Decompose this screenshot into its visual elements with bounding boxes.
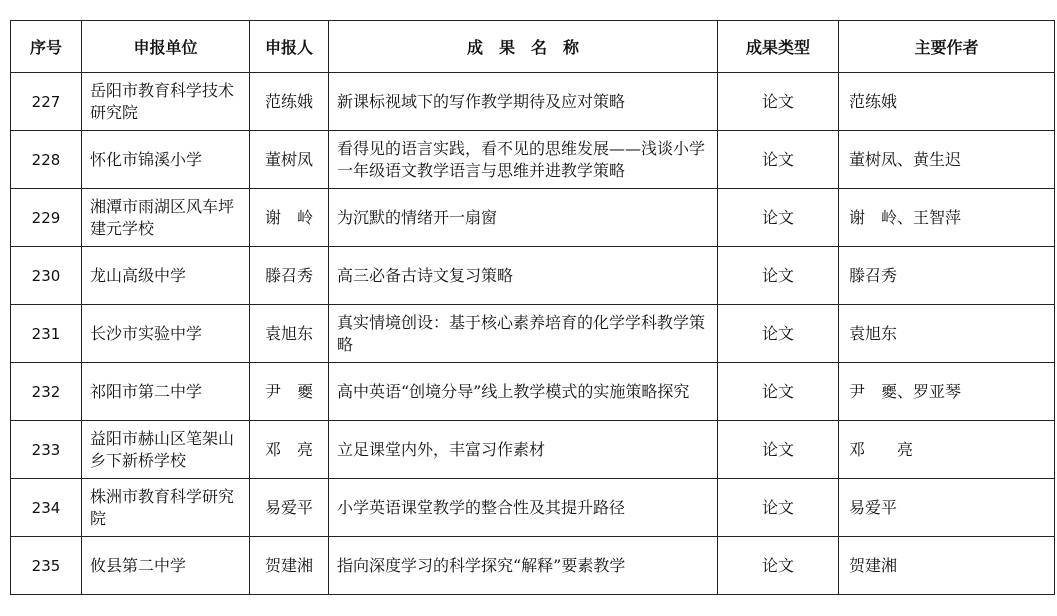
table-row <box>11 421 1055 479</box>
row-authors: 易爱平 <box>839 479 1055 537</box>
row-type: 论文 <box>718 247 839 305</box>
row-title: 立足课堂内外，丰富习作素材 <box>329 421 718 479</box>
row-type: 论文 <box>718 73 839 131</box>
row-authors: 贺建湘 <box>839 537 1055 595</box>
row-unit: 岳阳市教育科学技术研究院 <box>82 73 250 131</box>
row-unit: 益阳市赫山区笔架山乡下新桥学校 <box>82 421 250 479</box>
row-type: 论文 <box>718 537 839 595</box>
table-row <box>11 537 1055 595</box>
row-authors: 尹 夒、罗亚琴 <box>839 363 1055 421</box>
row-number: 228 <box>11 131 82 189</box>
row-type: 论文 <box>718 131 839 189</box>
row-type: 论文 <box>718 189 839 247</box>
row-title: 小学英语课堂教学的整合性及其提升路径 <box>329 479 718 537</box>
row-type: 论文 <box>718 479 839 537</box>
header-type: 成果类型 <box>718 21 839 73</box>
row-authors: 董树凤、黄生迟 <box>839 131 1055 189</box>
table-row <box>11 305 1055 363</box>
table-row <box>11 73 1055 131</box>
row-type: 论文 <box>718 305 839 363</box>
row-unit: 攸县第二中学 <box>82 537 250 595</box>
row-applicant: 谢 岭 <box>250 189 329 247</box>
table-header <box>11 21 1055 73</box>
header-applicant: 申报人 <box>250 21 329 73</box>
row-unit: 湘潭市雨湖区风车坪建元学校 <box>82 189 250 247</box>
row-number: 235 <box>11 537 82 595</box>
row-authors: 谢 岭、王智萍 <box>839 189 1055 247</box>
row-applicant: 董树凤 <box>250 131 329 189</box>
row-applicant: 范练娥 <box>250 73 329 131</box>
table-row <box>11 363 1055 421</box>
row-applicant: 邓 亮 <box>250 421 329 479</box>
header-title: 成 果 名 称 <box>329 21 718 73</box>
table-row <box>11 479 1055 537</box>
row-unit: 龙山高级中学 <box>82 247 250 305</box>
row-number: 229 <box>11 189 82 247</box>
table-row <box>11 131 1055 189</box>
row-authors: 范练娥 <box>839 73 1055 131</box>
row-title: 为沉默的情绪开一扇窗 <box>329 189 718 247</box>
awards-table <box>10 20 1055 595</box>
row-authors: 袁旭东 <box>839 305 1055 363</box>
row-number: 232 <box>11 363 82 421</box>
row-title: 看得见的语言实践，看不见的思维发展——浅谈小学一年级语文教学语言与思维并进教学策略 <box>329 131 718 189</box>
row-type: 论文 <box>718 363 839 421</box>
header-unit: 申报单位 <box>82 21 250 73</box>
table-row <box>11 247 1055 305</box>
row-authors: 滕召秀 <box>839 247 1055 305</box>
header-number: 序号 <box>11 21 82 73</box>
row-number: 230 <box>11 247 82 305</box>
awards-table-container <box>10 20 1048 595</box>
table-body <box>11 73 1055 595</box>
row-applicant: 易爱平 <box>250 479 329 537</box>
row-title: 高三必备古诗文复习策略 <box>329 247 718 305</box>
row-title: 真实情境创设：基于核心素养培育的化学学科教学策略 <box>329 305 718 363</box>
row-authors: 邓 亮 <box>839 421 1055 479</box>
row-applicant: 贺建湘 <box>250 537 329 595</box>
row-type: 论文 <box>718 421 839 479</box>
row-title: 指向深度学习的科学探究“解释”要素教学 <box>329 537 718 595</box>
row-title: 新课标视域下的写作教学期待及应对策略 <box>329 73 718 131</box>
row-number: 231 <box>11 305 82 363</box>
row-unit: 株洲市教育科学研究院 <box>82 479 250 537</box>
row-unit: 怀化市锦溪小学 <box>82 131 250 189</box>
row-applicant: 滕召秀 <box>250 247 329 305</box>
row-number: 234 <box>11 479 82 537</box>
row-applicant: 尹 夒 <box>250 363 329 421</box>
table-row <box>11 189 1055 247</box>
header-authors: 主要作者 <box>839 21 1055 73</box>
row-number: 233 <box>11 421 82 479</box>
row-title: 高中英语“创境分导”线上教学模式的实施策略探究 <box>329 363 718 421</box>
row-unit: 祁阳市第二中学 <box>82 363 250 421</box>
header-row <box>11 21 1055 73</box>
row-number: 227 <box>11 73 82 131</box>
row-unit: 长沙市实验中学 <box>82 305 250 363</box>
row-applicant: 袁旭东 <box>250 305 329 363</box>
